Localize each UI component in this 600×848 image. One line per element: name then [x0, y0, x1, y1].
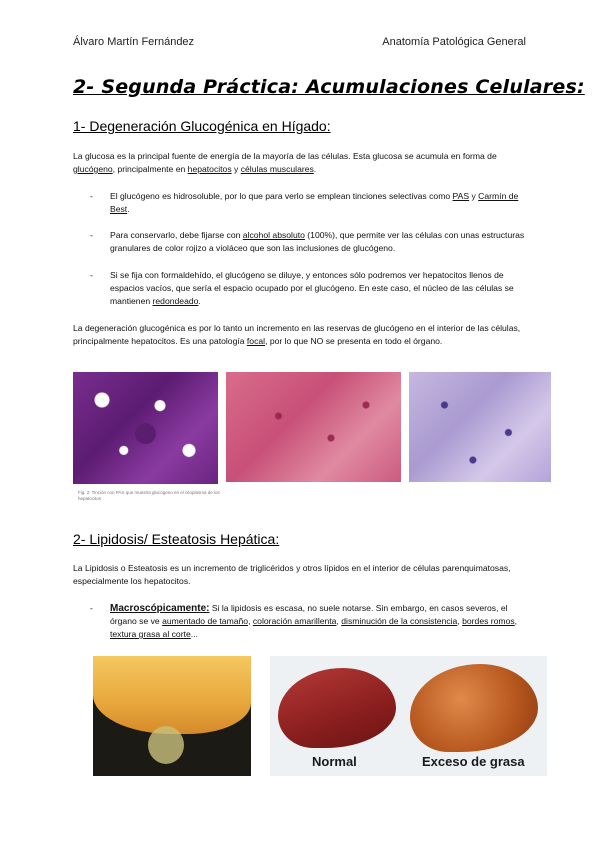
fat-drip-shape	[148, 726, 184, 764]
section1-summary: La degeneración glucogénica es por lo tanto un incremento en las reservas de glucógeno en el interior de las células, principalmente hepatocitos. Es una patología focal, por lo que NO se presenta en todo el órgano.	[73, 323, 521, 346]
page-title: 2- Segunda Práctica: Acumulaciones Celulares:	[73, 76, 585, 98]
header-course: Anatomía Patológica General	[382, 36, 526, 48]
liver-comparison-image	[270, 656, 547, 776]
section2-intro: La Lipidosis o Esteatosis es un incremento de triglicéridos y otros lípidos en el interior de células parenquimatosas, especialmente los hepatocitos.	[73, 563, 511, 586]
section1-intro: La glucosa es la principal fuente de energía de la mayoría de las células. Esta glucosa se acumula en forma de glucógeno, principalmente en hepatocitos y células musculares.	[73, 151, 497, 174]
yellow-liver-shape	[93, 656, 251, 734]
histology-image-pas-stain	[73, 372, 218, 484]
label-normal: Normal	[312, 754, 357, 769]
section2-heading: 2- Lipidosis/ Esteatosis Hepática:	[73, 531, 280, 547]
section1-heading: 1- Degeneración Glucogénica en Hígado:	[73, 118, 331, 134]
figure-caption: Fig. 2: Tinción con PAS que muestra glucógeno en el citoplasma de los hepatocitos	[78, 490, 220, 501]
label-fat-excess: Exceso de grasa	[422, 754, 525, 769]
histology-image-he-stain	[226, 372, 401, 482]
histology-image-vacuolated-hepatocytes	[409, 372, 551, 482]
fatty-liver-photo	[93, 656, 251, 776]
header-author: Álvaro Martín Fernández	[73, 36, 195, 48]
normal-liver-shape	[278, 668, 396, 748]
fatty-liver-shape	[410, 664, 538, 752]
